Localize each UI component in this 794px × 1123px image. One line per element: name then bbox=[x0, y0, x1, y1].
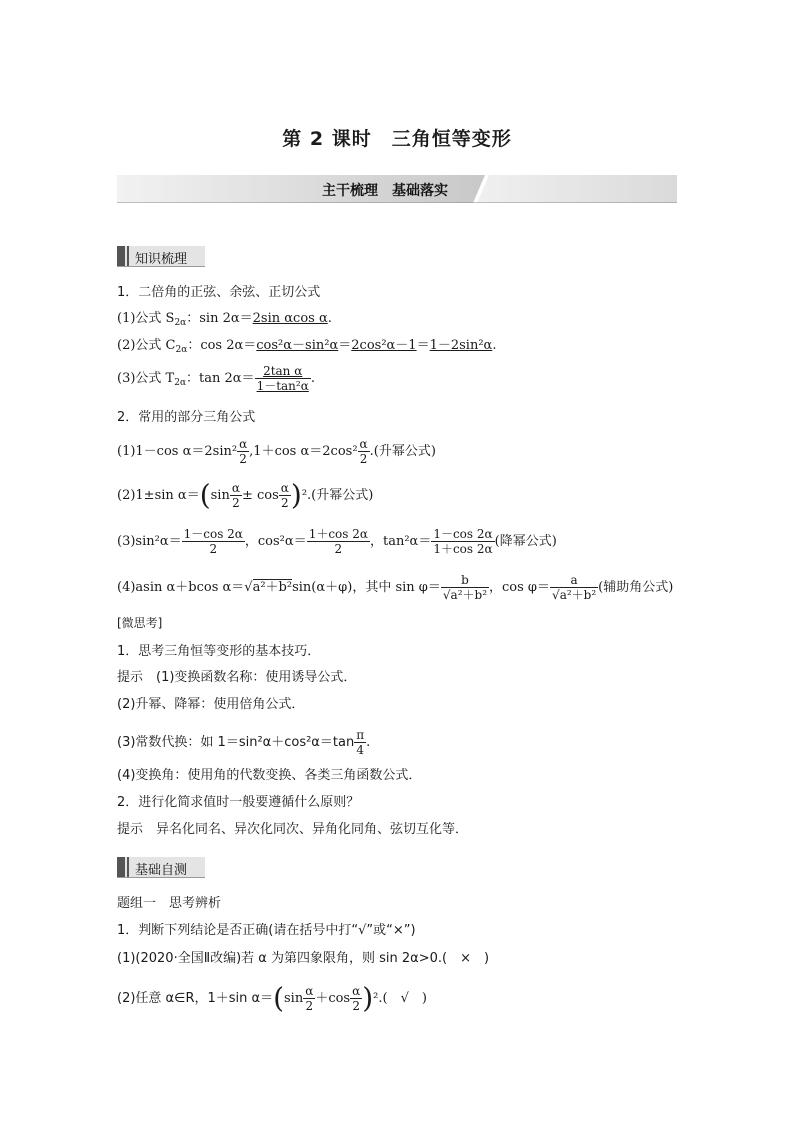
denominator: 2 bbox=[334, 542, 343, 556]
denominator bbox=[441, 588, 489, 602]
text: sin bbox=[210, 488, 230, 503]
denominator: 2 bbox=[209, 542, 218, 556]
text: (3)常数代换：如 1＝sin²α＋cos²α＝tan bbox=[117, 735, 355, 750]
formula-auxiliary-angle bbox=[117, 573, 673, 602]
radicand: a²＋b² bbox=[559, 588, 597, 602]
question-1: 1．思考三角恒等变形的基本技巧． bbox=[117, 644, 321, 659]
fraction bbox=[441, 573, 489, 602]
text: (1)公式 S bbox=[117, 311, 175, 326]
answer: 1－2sin²α bbox=[429, 338, 493, 353]
fraction bbox=[230, 481, 242, 510]
banner-title: 主干梳理 基础落实 bbox=[322, 183, 448, 199]
text: (辅助角公式) bbox=[598, 580, 674, 595]
fraction bbox=[182, 527, 245, 556]
fraction bbox=[550, 573, 598, 602]
denominator: 2 bbox=[305, 999, 314, 1013]
numerator: b bbox=[441, 573, 489, 588]
text: ，tan²α＝ bbox=[369, 534, 432, 549]
question-2: 2．进行化简求值时一般要遵循什么原则？ bbox=[117, 795, 360, 810]
sqrt-icon: √ bbox=[442, 588, 451, 602]
section-label: 知识梳理 bbox=[135, 252, 188, 267]
right-paren: ) bbox=[290, 478, 302, 512]
denominator: 2 bbox=[359, 452, 368, 466]
text: (降幂公式) bbox=[494, 534, 557, 549]
page-title: 第 2 课时 三角恒等变形 bbox=[282, 128, 512, 150]
hint-1: 提示 (1)变换函数名称：使用诱导公式． bbox=[117, 670, 357, 685]
fraction bbox=[237, 437, 249, 466]
text: (3)公式 T bbox=[117, 371, 175, 386]
numerator: α bbox=[359, 437, 368, 451]
micro-think-label: [微思考] bbox=[117, 616, 163, 630]
fraction bbox=[279, 481, 291, 510]
text: ：cos 2α＝ bbox=[187, 338, 257, 353]
answer: 2cos²α－1 bbox=[351, 338, 417, 353]
section-heading-knowledge bbox=[117, 246, 205, 267]
section-label: 基础自测 bbox=[135, 863, 188, 878]
answer: cos²α－sin²α bbox=[256, 338, 339, 353]
fraction bbox=[431, 527, 494, 556]
text: (2)1±sin α＝ bbox=[117, 488, 200, 503]
formula-s2a: (1)公式 $S_{2\alpha}$：sin 2α＝2sin αcos α. bbox=[117, 311, 332, 328]
hint-2: (2)升幂、降幂：使用倍角公式． bbox=[117, 697, 305, 712]
text: (4)asin α＋bcos α＝ bbox=[117, 580, 245, 595]
radicand: a²＋b² bbox=[252, 580, 293, 595]
denominator: 2 bbox=[352, 999, 360, 1013]
denominator bbox=[550, 588, 598, 602]
fraction bbox=[307, 527, 370, 556]
heading-bar-icon bbox=[127, 857, 129, 877]
denominator: 2 bbox=[281, 496, 289, 510]
sqrt-icon: √ bbox=[552, 588, 560, 602]
text: ：tan 2α＝ bbox=[186, 371, 255, 386]
subscript: 2α bbox=[174, 378, 187, 388]
banner-text-wrap bbox=[117, 175, 677, 203]
numerator: α bbox=[280, 481, 289, 495]
text: . bbox=[366, 735, 371, 750]
numerator: 1－cos 2α bbox=[433, 527, 493, 541]
denominator: 1＋cos 2α bbox=[433, 542, 493, 556]
formula-raise-power-1 bbox=[117, 437, 436, 466]
radicand: a²＋b² bbox=[450, 588, 488, 602]
text: (2)公式 C bbox=[117, 338, 176, 353]
sqrt-icon: √ bbox=[244, 580, 253, 595]
judge-item-2 bbox=[117, 981, 427, 1015]
text: ，cos²α＝ bbox=[244, 534, 307, 549]
text: (2)任意 α∈R，1＋sin α＝ bbox=[117, 991, 274, 1006]
text: (3)sin²α＝ bbox=[117, 534, 182, 549]
group-1-title: 题组一 思考辨析 bbox=[117, 896, 222, 911]
text: (1)1－cos α＝2sin² bbox=[117, 444, 238, 459]
numerator: π bbox=[356, 728, 365, 742]
section-heading-selftest bbox=[117, 857, 205, 878]
hint-3 bbox=[117, 728, 370, 757]
text: ：sin 2α＝ bbox=[186, 311, 253, 326]
heading-common-formulas: 2．常用的部分三角公式 bbox=[117, 410, 256, 425]
denominator: 4 bbox=[356, 743, 364, 757]
answer-2: 提示 异名化同名、异次化同次、异角化同角、弦切互化等． bbox=[117, 822, 469, 837]
heading-bar-icon bbox=[117, 246, 125, 266]
numerator: α bbox=[239, 437, 248, 451]
denominator: 2 bbox=[239, 452, 247, 466]
text: ± cos bbox=[241, 488, 279, 503]
answer: 2sin αcos α bbox=[252, 311, 328, 326]
formula-raise-power-2 bbox=[117, 478, 374, 512]
heading-bar-icon bbox=[127, 246, 129, 266]
right-paren: ) bbox=[362, 981, 374, 1015]
formula-t2a: (3)公式 $T_{2\alpha}$：tan 2α＝ $\frac{\text{2tan α}}{\text{1－tan²α}}$ . bbox=[117, 364, 315, 393]
formula-lower-power bbox=[117, 527, 557, 556]
heading-bar-icon bbox=[117, 857, 125, 877]
denominator: 1－tan²α bbox=[256, 379, 309, 393]
text: sin(α＋φ)，其中 sin φ＝ bbox=[292, 580, 441, 595]
text: sin bbox=[284, 991, 304, 1006]
denominator: 2 bbox=[232, 496, 240, 510]
subscript: 2α bbox=[174, 318, 187, 328]
heading-double-angle: 1．二倍角的正弦、余弦、正切公式 bbox=[117, 285, 321, 300]
text: ².( √ ) bbox=[373, 991, 427, 1006]
numerator: 1－cos 2α bbox=[183, 527, 243, 541]
fraction bbox=[255, 364, 311, 393]
judge-instruction: 1．判断下列结论是否正确(请在括号中打“√”或“×”) bbox=[117, 923, 416, 938]
fraction bbox=[358, 437, 370, 466]
text: ².(升幂公式) bbox=[301, 488, 374, 503]
formula-c2a: (2)公式 $C_{2\alpha}$：cos 2α＝cos²α－sin²α＝2cos²α－1＝1－2sin²α. bbox=[117, 338, 497, 355]
fraction bbox=[350, 984, 362, 1013]
hint-4: (4)变换角：使用角的代数变换、各类三角函数公式． bbox=[117, 768, 422, 783]
numerator: a bbox=[550, 573, 598, 588]
numerator: 1＋cos 2α bbox=[308, 527, 368, 541]
fraction bbox=[354, 728, 366, 757]
judge-item-1: (1)(2020·全国Ⅱ改编)若 α 为第四象限角，则 sin 2α>0.( × ) bbox=[117, 951, 490, 966]
left-paren: ( bbox=[199, 478, 211, 512]
numerator: α bbox=[352, 984, 361, 998]
left-paren: ( bbox=[273, 981, 285, 1015]
fraction bbox=[303, 984, 315, 1013]
text: ,1＋cos α＝2cos² bbox=[249, 444, 358, 459]
text: ，cos φ＝ bbox=[489, 580, 551, 595]
subscript: 2α bbox=[175, 345, 188, 355]
numerator: 2tan α bbox=[255, 364, 311, 379]
numerator: α bbox=[231, 481, 240, 495]
text: .(升幂公式) bbox=[369, 444, 436, 459]
text: ＋cos bbox=[315, 991, 351, 1006]
numerator: α bbox=[305, 984, 314, 998]
